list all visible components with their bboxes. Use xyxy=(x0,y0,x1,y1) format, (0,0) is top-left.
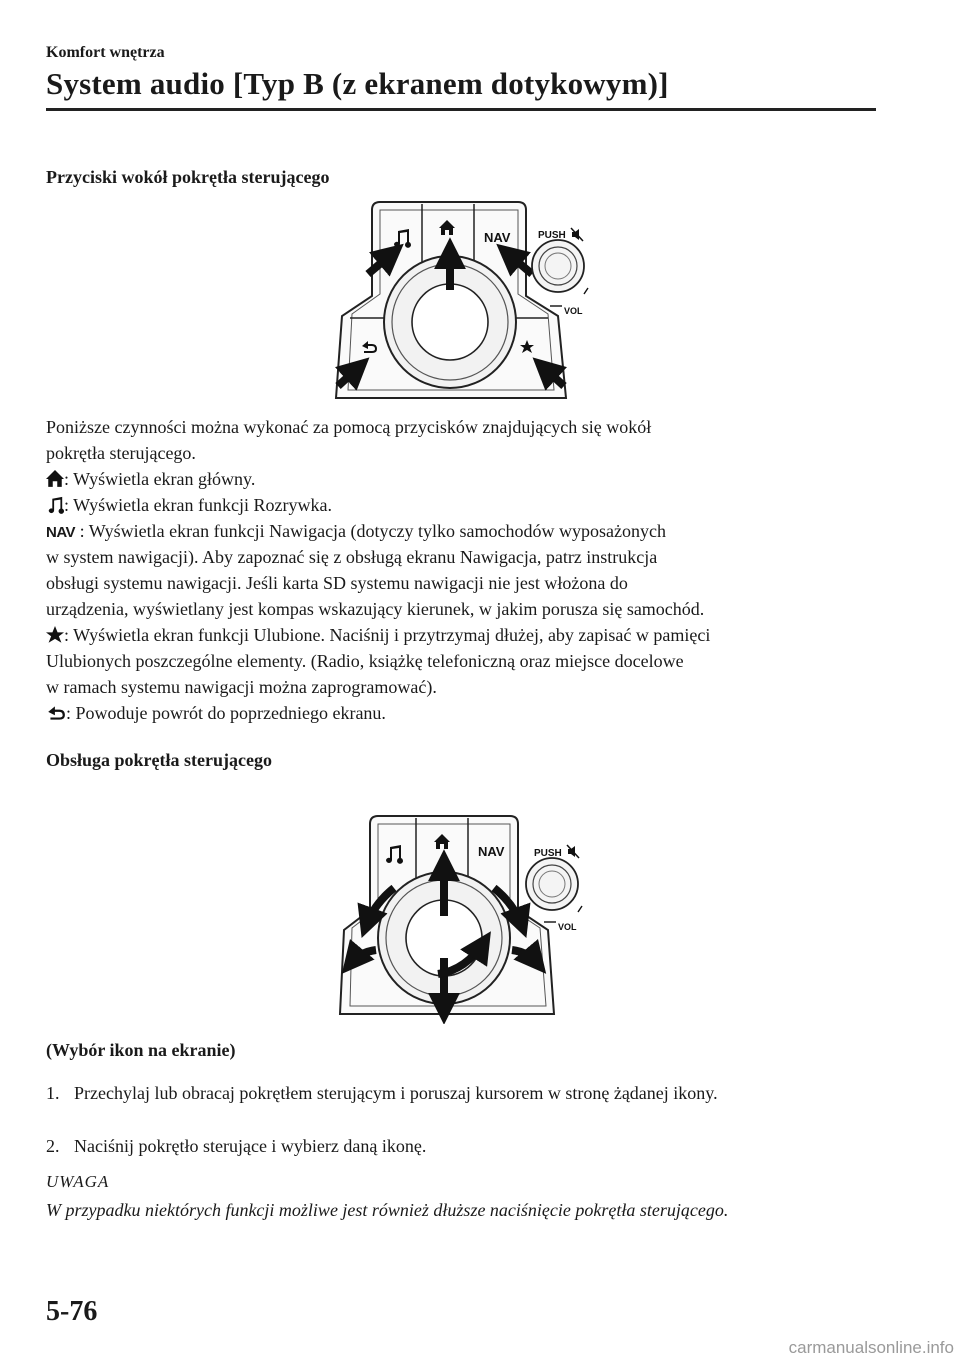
music-icon xyxy=(46,496,64,514)
volume-knob xyxy=(532,240,584,292)
page-header-section: Komfort wnętrza xyxy=(46,44,165,61)
page-number: 5-76 xyxy=(46,1296,98,1327)
step-1-number: 1. xyxy=(46,1083,60,1103)
desc-fav-text-1: : Wyświetla ekran funkcji Ulubione. Naciśnij i przytrzymaj dłużej, aby zapisać w pamięci xyxy=(64,625,711,645)
back-icon xyxy=(46,704,66,722)
home-icon xyxy=(46,470,64,488)
favorite-star-icon xyxy=(46,626,64,644)
nav-icon: NAV xyxy=(46,524,76,541)
mute-icon xyxy=(567,845,579,858)
watermark: carmanualsonline.info xyxy=(788,1338,954,1357)
step-2-text: Naciśnij pokrętło sterujące i wybierz daną ikonę. xyxy=(74,1136,427,1156)
intro-line-1: Poniższe czynności można wykonać za pomocą przycisków znajdujących się wokół xyxy=(46,417,652,437)
page-title: System audio [Typ B (z ekranem dotykowym)] xyxy=(46,66,669,101)
desc-nav-4: urządzenia, wyświetlany jest kompas wskazujący kierunek, w jakim porusza się samochód. xyxy=(46,599,705,619)
desc-nav-2: w system nawigacji). Aby zapoznać się z obsługą ekranu Nawigacja, patrz instrukcja xyxy=(46,547,658,567)
nav-label: NAV xyxy=(478,844,505,859)
desc-nav-text-1: : Wyświetla ekran funkcji Nawigacja (dotyczy tylko samochodów wyposażonych xyxy=(79,521,666,541)
intro-line-2: pokrętła sterującego. xyxy=(46,443,196,463)
vol-label: VOL xyxy=(564,306,583,316)
nav-label: NAV xyxy=(484,230,511,245)
note-title: UWAGA xyxy=(46,1172,110,1191)
desc-home xyxy=(46,466,896,492)
figure-commander-buttons xyxy=(332,198,602,400)
desc-back xyxy=(46,700,896,726)
desc-fav-3: w ramach systemu nawigacji można zaprogramować). xyxy=(46,677,437,697)
desc-fav-2: Ulubionych poszczególne elementy. (Radio, książkę telefoniczną oraz miejsce docelowe xyxy=(46,651,684,671)
vol-label: VOL xyxy=(558,922,577,932)
figure-commander-knob-operation xyxy=(334,814,598,1024)
commander-knob-inner xyxy=(412,284,488,360)
section-heading-knob: Obsługa pokrętła sterującego xyxy=(46,750,272,770)
desc-music-text: : Wyświetla ekran funkcji Rozrywka. xyxy=(64,495,333,515)
desc-back-text: : Powoduje powrót do poprzedniego ekranu. xyxy=(66,703,386,723)
desc-nav-1 xyxy=(46,518,896,546)
desc-home-text: : Wyświetla ekran główny. xyxy=(64,469,256,489)
step-1-text: Przechylaj lub obracaj pokrętłem sterującym i poruszaj kursorem w stronę żądanej ikony. xyxy=(74,1083,718,1103)
mute-icon xyxy=(571,228,583,241)
section-heading-buttons: Przyciski wokół pokrętła sterującego xyxy=(46,167,330,187)
push-label: PUSH xyxy=(538,230,566,241)
volume-knob xyxy=(526,858,578,910)
note-text: W przypadku niektórych funkcji możliwe jest również dłuższe naciśnięcie pokrętła sterującego. xyxy=(46,1200,729,1220)
push-label: PUSH xyxy=(534,848,562,859)
desc-fav-1 xyxy=(46,622,896,648)
desc-music xyxy=(46,492,896,518)
header-rule xyxy=(46,108,876,111)
desc-nav-3: obsługi systemu nawigacji. Jeśli karta SD systemu nawigacji nie jest włożona do xyxy=(46,573,628,593)
subheading-icon-selection: (Wybór ikon na ekranie) xyxy=(46,1040,236,1060)
step-2-number: 2. xyxy=(46,1136,60,1156)
